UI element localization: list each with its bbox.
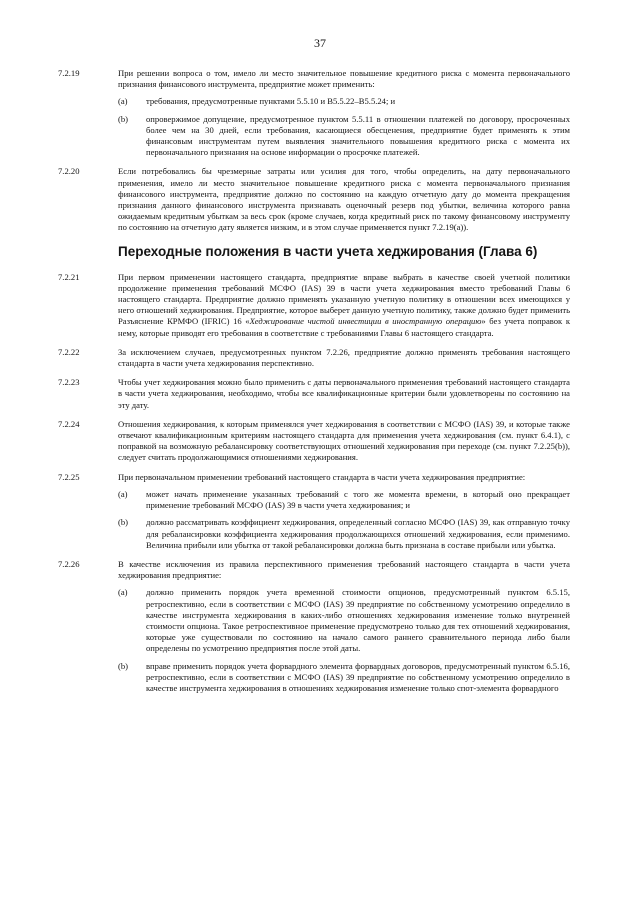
paragraph-text: Если потребовались бы чрезмерные затраты или усилия для того, чтобы определить, на дату первоначального применения, имело ли место значительное повышение кредитного риска с момента первоначального признания финансового инструмента, предприятие должно по состоянию на каждую отчетную дату до момента прекращения признания данного финансового инструмента признавать оценочный резерв под убытки, величина которого равна ожидаемым кредитным убыткам за весь срок (кроме случаев, когда кредитный риск по такому финансовому инструменту по состоянию на отчетную дату является низким, и в этом случае применяется пункт 7.2.19(a)).: [118, 166, 570, 233]
section-heading: Переходные положения в части учета хеджирования (Глава 6): [118, 243, 538, 259]
paragraph-7-2-25: [58, 472, 570, 551]
page-number: 37: [314, 36, 326, 50]
subitem-text: должно рассматривать коэффициент хеджирования, определенный согласно МСФО (IAS) 39, как отправную точку для ребалансировки коэффициента хеджирования продолжающихся отношений хеджирования, если применимо. Величина прибыли или убытка от такой ребалансировки должна быть признана в составе прибыли или убытка.: [146, 517, 570, 550]
paragraph-body: [118, 68, 570, 158]
subitem-b: [118, 114, 570, 159]
paragraph-7-2-20: [58, 166, 570, 233]
subitem-text: требования, предусмотренные пунктами 5.5.10 и B5.5.22–B5.5.24; и: [146, 96, 396, 107]
paragraph-7-2-24: [58, 419, 570, 464]
subitem-text: может начать применение указанных требований с того же момента времени, в который оно прекращает применение требований МСФО (IAS) 39 в части учета хеджирования; и: [146, 488, 570, 511]
paragraph-7-2-21: [58, 272, 570, 339]
paragraph-text: За исключением случаев, предусмотренных пунктом 7.2.26, предприятие должно применять требования настоящего стандарта в части учета хеджирования перспективно.: [118, 346, 570, 369]
subitem-text: вправе применить порядок учета форвардного элемента форвардных договоров, предусмотренный пунктом 6.5.16, ретроспективно, если в соответствии с МСФО (IAS) 39 предприятие по собственному усмотрению определило в качестве инструмента хеджирования в отношениях хеджирования изменение только спот-элемента форвардного: [146, 660, 570, 693]
paragraph-text: В качестве исключения из правила перспективного применения требований настоящего стандарта в части учета хеджирования предприятие:: [118, 558, 570, 581]
paragraph-body: [118, 377, 570, 411]
subitem-label: (a): [118, 488, 128, 499]
paragraph-number: 7.2.21: [58, 271, 80, 282]
paragraph-number: 7.2.20: [58, 166, 80, 177]
paragraph-7-2-26: [58, 559, 570, 694]
paragraph-body: [118, 472, 570, 551]
subitem-label: (a): [118, 587, 128, 598]
subitem-label: (a): [118, 96, 128, 107]
paragraph-number: 7.2.19: [58, 68, 80, 78]
paragraph-text: При первоначальном применении требований настоящего стандарта в части учета хеджирования предприятие:: [118, 471, 526, 482]
subitem-label: (b): [118, 113, 129, 124]
paragraph-body: [118, 272, 570, 339]
subitem-a: [118, 489, 570, 511]
paragraph-number: 7.2.25: [58, 471, 80, 482]
subitem-text: должно применить порядок учета временной стоимости опционов, предусмотренный пунктом 6.5.15, ретроспективно, если в соответствии с МСФО (IAS) 39 предприятие по собственному усмотрению определило в качестве инструмента хеджирования в каких-либо отношениях хеджирования изменение только внутренней стоимости опциона. Такое ретроспективное применение предусмотрено только для тех отношений хеджирования, которые уже существовали по состоянию на начало самого раннего сравнительного периода либо были определены по усмотрению предприятия после этой даты.: [146, 587, 570, 654]
paragraph-number: 7.2.26: [58, 558, 80, 569]
paragraph-7-2-19: [58, 68, 570, 158]
subitem-label: (b): [118, 517, 129, 528]
paragraph-text-part: При первом применении настоящего стандарта, предприятие вправе выбрать в качестве своей учетной политики продолжение применения требований МСФО (IAS) 39 в части учета хеджирования вместо требований Главы 6 настоящего стандарта. Предприятие должно применять указанную учетную политику в отношении всех имеющихся у него отношений хеджирования. Предприятие, которое выберет данную учетную политику, также должно будет применить Разъяснение КРМФО (IFRIC) 16 «: [118, 271, 570, 327]
subitem-b: [118, 661, 570, 695]
paragraph-number: 7.2.24: [58, 418, 80, 429]
paragraph-text: [118, 272, 570, 339]
subitem-a: [118, 587, 570, 654]
paragraph-body: [118, 559, 570, 694]
ifric-16-title: Хеджирование чистой инвестиции в иностранную операцию: [249, 316, 482, 327]
paragraph-number: 7.2.22: [58, 346, 80, 357]
paragraph-7-2-22: [58, 347, 570, 369]
paragraph-number: 7.2.23: [58, 377, 80, 388]
subitem-text: опровержимое допущение, предусмотренное пунктом 5.5.11 в отношении платежей по договору, просроченных более чем на 30 дней, если требования, касающиеся обесценения, предприятие будет применять к этим финансовым инструментам путем выявления значительного повышения кредитного риска с момента их первоначального признания на основе информации о просрочке платежей.: [146, 113, 570, 158]
paragraph-text-part: » без учета поправок к нему, которые приводят его требования в соответствие с требованиями Главы 6 настоящего стандарта.: [118, 316, 570, 338]
paragraph-body: [118, 166, 570, 233]
paragraph-body: [118, 419, 570, 464]
paragraph-text: При решении вопроса о том, имело ли место значительное повышение кредитного риска с момента первоначального признания финансового инструмента, предприятие может применить:: [118, 68, 570, 90]
paragraph-text: Чтобы учет хеджирования можно было применить с даты первоначального применения требований настоящего стандарта в части учета хеджирования, необходимо, чтобы все квалификационные критерии были удовлетворены по состоянию на эту дату.: [118, 377, 570, 410]
paragraph-7-2-23: [58, 377, 570, 411]
subitem-a: [118, 96, 570, 107]
page-content: [58, 68, 570, 702]
paragraph-body: [118, 347, 570, 369]
subitem-b: [118, 517, 570, 551]
paragraph-text: Отношения хеджирования, к которым применялся учет хеджирования в соответствии с МСФО (IAS) 39, и которые также отвечают квалификационным критериям настоящего стандарта для применения учета хеджирования (см. пункт 6.4.1), с поправкой на возможную ребалансировку соответствующих отношений хеджирования при переходе (см. пункт 7.2.25(b)), следует считать продолжающимися отношениями хеджирования.: [118, 418, 570, 463]
subitem-label: (b): [118, 660, 129, 671]
